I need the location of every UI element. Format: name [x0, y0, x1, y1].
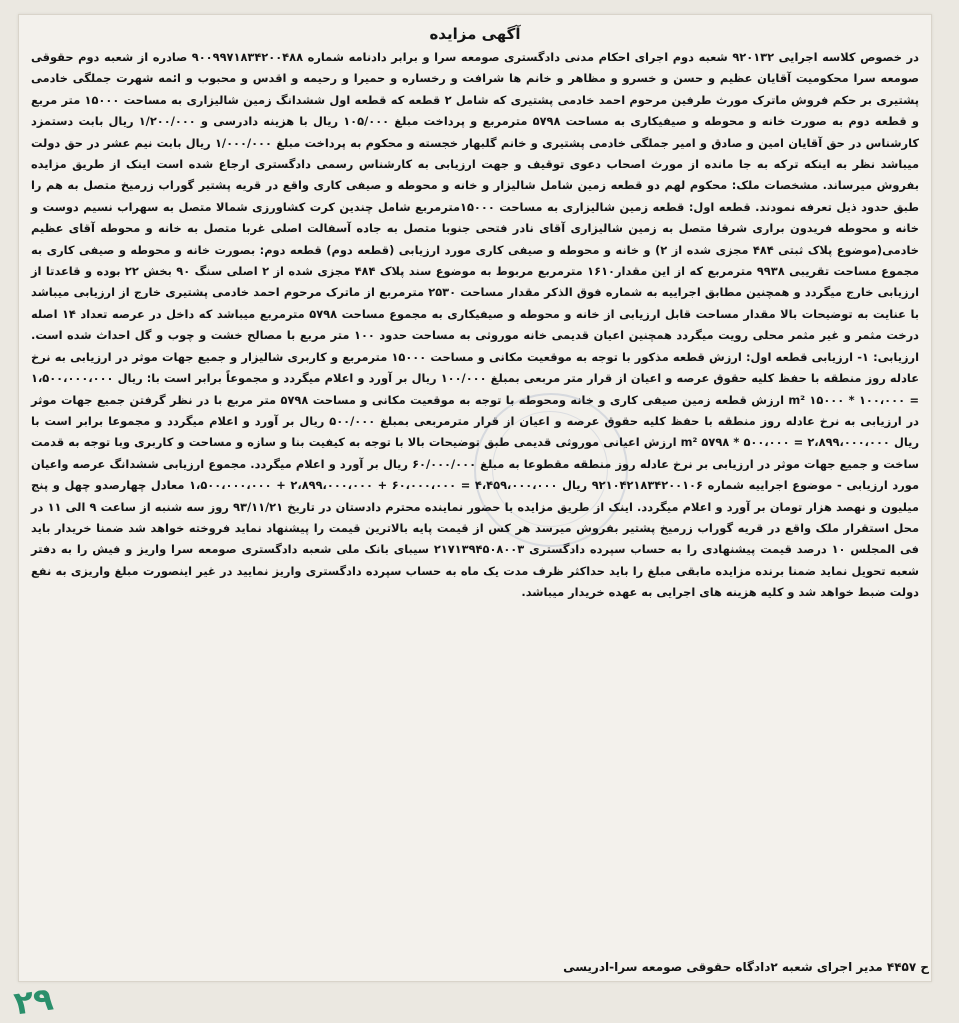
notice-title: آگهی مزایده: [429, 25, 521, 43]
notice-clipping: [18, 14, 932, 982]
auction-notice: [31, 25, 919, 604]
handwritten-page-number: ۲۹: [11, 979, 56, 1023]
notice-signature: ح ۴۴۵۷ مدیر اجرای شعبه ۲دادگاه حقوقی صومعه سرا-ادریسی: [563, 960, 929, 974]
notice-body: در خصوص کلاسه اجرایی ۹۲۰۱۳۲ شعبه دوم اجرای احکام مدنی دادگستری صومعه سرا و برابر دادنامه شماره ۹۰۰۹۹۷۱۸۳۴۲۰۰۴۸۸ صادره از شعبه دوم حقوقی صومعه سرا محکومیت آقایان عظیم و حسن و خسرو و مظاهر و خانم ها شرافت و رخساره و حمیرا و رحیمه و اقدس و محبوب و ائمه شهرت جملگی خادمی پشتیری بر حکم فروش ماترک مورث طرفین مرحوم احمد خادمی پشتیری که شامل ۲ قطعه که قطعه اول ششدانگ زمین شالیزاری به مساحت ۱۵۰۰۰ متر مربع و قطعه دوم به صورت خانه و محوطه و صیفیکاری به مساحت ۵۷۹۸ مترمربع و پرداخت مبلغ ۱۰۵/۰۰۰ ریال با هزینه دادرسی و ۱/۲۰۰/۰۰۰ ریال بابت دستمزد کارشناس در حق آقایان امین و صادق و امیر جملگی خادمی پشتیری و خانم گلبهار خجسته و محکوم به پرداخت مبلغ ۱/۰۰۰/۰۰۰ ریال بابت نیم عشر در حق دولت میباشد نظر به اینکه ترکه به جا مانده از مورث اصحاب دعوی توقیف و جهت ارزیابی به کارشناس رسمی دادگستری ارجاع شده است اینک از طریق مزایده بفروش میرساند. مشخصات ملک: محکوم لهم دو قطعه زمین شامل شالیزار و خانه و محوطه و صیفی کاری واقع در قریه پشتیر گوراب زرمیخ متصل به هم را طبق حدود ذیل تعرفه نمودند. قطعه اول: قطعه زمین شالیزاری به مساحت ۱۵۰۰۰مترمربع شامل چندین کرت کشاورزی شمالا متصل به سهراب نسیم دوست و خانه و محوطه فریدون براری شرقا متصل به زمین شالیزاری آقای نادر فتحی جنوبا متصل به جاده آسفالت اصلی غربا متصل به خانه و محوطه آقای عظیم خادمی(موضوع پلاک ثبتی ۴۸۴ مجزی شده از ۲) و خانه و محوطه و صیفی کاری مورد ارزیابی (قطعه دوم) قطعه دوم: بصورت خانه و محوطه و صیفی کاری به مجموع مساحت تقریبی ۹۹۳۸ مترمربع که از این مقدار۱۶۱۰ مترمربع مربوط به موضوع سند پلاک ۴۸۴ مجزی شده از ۲ اصلی سنگ ۹۰ بخش ۲۲ بوده و قاعدتا از ارزیابی خارج میگردد و همچنین مطابق اجراییه به شماره فوق الذکر مقدار مساحت ۲۵۳۰ مترمربع از ماترک مرحوم احمد خادمی پشتیری خارج از ارزیابی میباشد با عنایت به توضیحات بالا مقدار مساحت قابل ارزیابی از خانه و محوطه و صیفیکاری به مجموع مساحت ۵۷۹۸ مترمربع میباشد که داخل در عرصه تعداد ۱۴ اصله درخت مثمر و غیر مثمر محلی رویت میگردد همچنین اعیان قدیمی خانه موروثی به مساحت حدود ۱۰۰ متر مربع با مصالح خشت و چوب و گل احداث شده است. ارزیابی: ۱- ارزیابی قطعه اول: ارزش قطعه مذکور با توجه به موقعیت مکانی و مساحت ۱۵۰۰۰ مترمربع و کاربری شالیزار و جمیع جهات موثر در ارزیابی به نرخ عادله روز منطقه با حفظ کلیه حقوق عرصه و اعیان از قرار متر مربعی بمبلغ ۱۰۰/۰۰۰ ریال بر آورد و اعلام میگردد و مجموعاً برابر است با: ریال ۱،۵۰۰،۰۰۰،۰۰۰ = ۱۰۰،۰۰۰ * ۱۵۰۰۰ m² ارزش قطعه زمین صیفی کاری و خانه ومحوطه با توجه به موقعیت مکانی و مساحت ۵۷۹۸ متر مربع با در نظر گرفتن جمیع جهات موثر در ارزیابی به نرخ عادله روز منطقه با حفظ کلیه حقوق عرصه و اعیان از قرار مترمربعی بمبلغ ۵۰۰/۰۰۰ ریال بر آورد و اعلام میگردد و مجموعا برابر است با ریال ۲،۸۹۹،۰۰۰،۰۰۰ = ۵۰۰،۰۰۰ * ۵۷۹۸ m² ارزش اعیانی موروثی قدیمی طبق توضیحات بالا با توجه به کیفیت بنا و سازه و مساحت و کاربری وبا توجه به قدمت ساخت و جمیع جهات موثر در ارزیابی بر نرخ عادله روز منطقه مقطوعا به مبلغ ۶۰/۰۰۰/۰۰۰ ریال بر آورد و اعلام میگردد. مجموع ارزیابی ششدانگ عرصه واعیان مورد ارزیابی - موضوع اجراییه شماره ۹۲۱۰۴۲۱۸۳۴۲۰۰۱۰۶ ریال ۴،۴۵۹،۰۰۰،۰۰۰ = ۶۰،۰۰۰،۰۰۰ + ۲،۸۹۹،۰۰۰،۰۰۰ + ۱،۵۰۰،۰۰۰،۰۰۰ معادل چهارصدو چهل و پنج میلیون و نهصد هزار تومان بر آورد و اعلام میگردد. اینک از طریق مزایده با حضور نماینده محترم دادستان در تاریخ ۹۳/۱۱/۲۱ روز سه شنبه از ساعت ۹ الی ۱۱ در محل استقرار ملک واقع در قریه گوراب زرمیخ پشتیر بفروش میرسد هر کس از قیمت پایه بالاترین قیمت را پیشنهاد نماید فروخته خواهد شد ضمنا خریدار باید فی المجلس ۱۰ درصد قیمت پیشنهادی را به حساب سپرده دادگستری ۲۱۷۱۳۹۴۵۰۸۰۰۳ سیبای بانک ملی شعبه دادگستری صومعه سرا واریز و فیش را به دفتر شعبه تحویل نماید ضمنا برنده مزایده مابقی مبلغ را باید حداکثر ظرف مدت یک ماه به حساب سپرده دادگستری واریز نمایید در غیر اینصورت مبلغ واریزی به نفع دولت ضبط خواهد شد و کلیه هزینه های اجرایی به عهده خریدار میباشد.: [31, 50, 920, 600]
